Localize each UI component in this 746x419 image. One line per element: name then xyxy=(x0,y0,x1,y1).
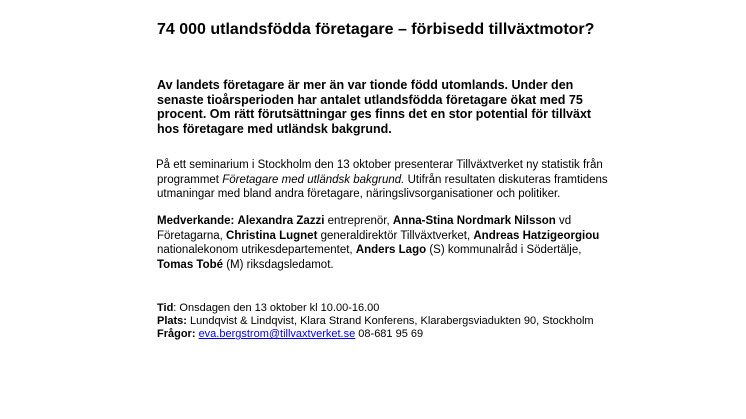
participants-line xyxy=(157,258,697,273)
place-line xyxy=(157,315,717,328)
intro-text: Utifrån resultaten diskuteras framtidens xyxy=(404,173,608,186)
participants-line xyxy=(157,229,697,244)
participants-line xyxy=(157,243,697,258)
participant-name: Anders Lago xyxy=(355,244,427,256)
intro-line xyxy=(157,173,697,188)
participant-role: (M) riksdagsledamot. xyxy=(223,258,334,271)
participants-line xyxy=(157,214,697,229)
participant-name: Anna-Stina Nordmark Nilsson xyxy=(392,215,556,227)
place-label: Plats: xyxy=(157,315,187,328)
lead-paragraph xyxy=(157,78,657,136)
participants-label: Medverkande: xyxy=(157,215,235,227)
contact-phone: 08-681 95 69 xyxy=(355,328,424,341)
participants-paragraph xyxy=(157,214,697,272)
participant-role: (S) kommunalråd i Södertälje, xyxy=(426,244,582,256)
participant-name: Tomas Tobé xyxy=(157,258,224,271)
participant-role: Företagarna, xyxy=(157,229,227,242)
contact-email-link[interactable]: eva.bergstrom@tillvaxtverket.se xyxy=(198,328,356,341)
program-name: Företagare med utländsk bakgrund. xyxy=(222,173,405,186)
lead-line: Av landets företagare är mer än var tionde född utomlands. Under den xyxy=(157,78,574,92)
place-value: Lundqvist & Lindqvist, Klara Strand Konferens, Klarabergsviadukten 90, Stockholm xyxy=(186,315,594,328)
intro-line: utmaningar med bland andra företagare, näringslivsorganisationer och politiker. xyxy=(157,188,561,200)
lead-line: procent. Om rätt förutsättningar ges finns det en stor potential för tillväxt xyxy=(157,107,592,122)
event-info xyxy=(157,302,717,342)
time-value: : Onsdagen den 13 oktober kl 10.00-16.00 xyxy=(173,302,380,314)
intro-text: programmet xyxy=(157,173,223,186)
participant-name: Christina Lugnet xyxy=(226,229,318,242)
questions-line xyxy=(157,328,717,341)
participant-role: nationalekonom utrikesdepartementet, xyxy=(157,244,356,256)
questions-label: Frågor: xyxy=(157,328,196,341)
time-label: Tid xyxy=(157,302,174,314)
intro-line: På ett seminarium i Stockholm den 13 oktober presenterar Tillväxtverket ny statistik från xyxy=(156,159,603,171)
participant-role: generaldirektör Tillväxtverket, xyxy=(317,229,474,242)
lead-line: hos företagare med utländsk bakgrund. xyxy=(157,121,392,136)
participant-role: vd xyxy=(555,215,572,227)
lead-line: senaste tioårsperioden har antalet utlandsfödda företagare ökat med 75 xyxy=(157,92,583,107)
participant-role: entreprenör, xyxy=(324,215,393,227)
participant-name: Alexandra Zazzi xyxy=(237,215,325,227)
participant-name: Andreas Hatzigeorgiou xyxy=(473,229,600,242)
page-title: 74 000 utlandsfödda företagare – förbisedd tillväxtmotor? xyxy=(157,21,595,38)
time-line xyxy=(157,302,717,315)
intro-paragraph xyxy=(157,158,697,202)
